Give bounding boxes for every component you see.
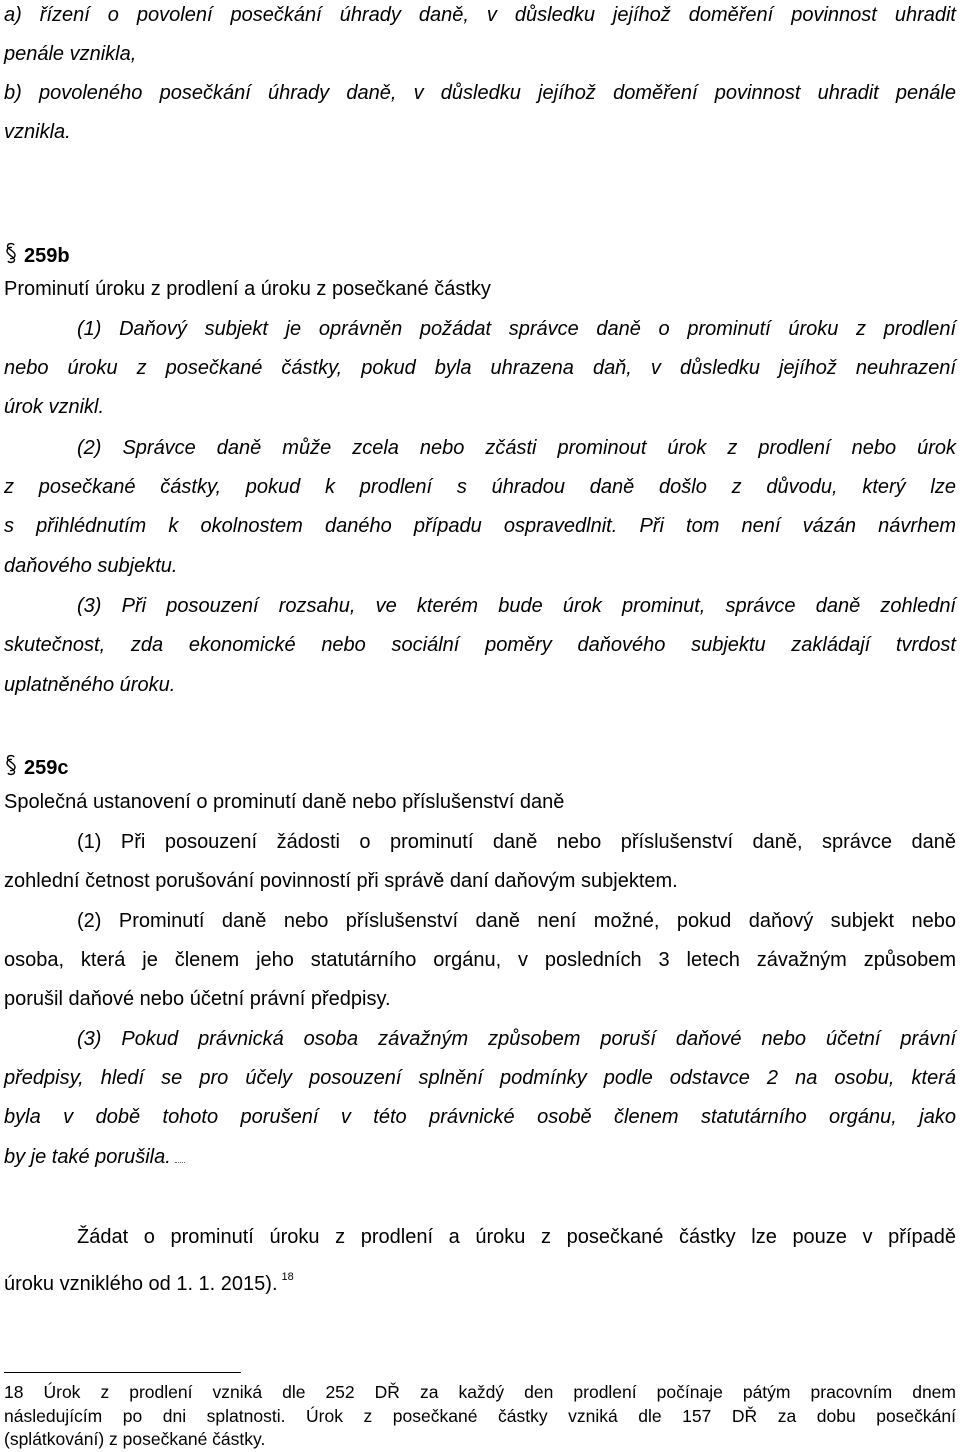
section-sign-icon [4,242,18,264]
dotted-mark [175,1154,185,1163]
footnote-line: (splátkování) z posečkané částky. [4,1429,266,1449]
section-title: Společná ustanovení o prominutí daně nebo příslušenství daně [4,791,565,813]
text-line: vznikla. [4,121,71,143]
paragraph-line: nebo úroku z posečkané částky, pokud byla uhrazena daň, v důsledku jejíhož neuhrazení [4,357,956,379]
text-line: a) řízení o povolení posečkání úhrady daně, v důsledku jejíhož doměření povinnost uhradit [4,4,956,26]
paragraph-line: by je také porušila. [4,1144,956,1170]
paragraph-line: (2) Prominutí daně nebo příslušenství daně není možné, pokud daňový subjekt nebo [77,910,956,932]
section-sign-icon [4,754,18,776]
paragraph-line: osoba, která je členem jeho statutárního orgánu, v posledních 3 letech závažným způsobem [4,949,956,971]
paragraph-line: porušil daňové nebo účetní právní předpisy. [4,988,391,1010]
paragraph-line: úrok vznikl. [4,396,105,418]
paragraph-line: z posečkané částky, pokud k prodlení s úhradou daně došlo z důvodu, který lze [4,476,956,498]
paragraph-line: daňového subjektu. [4,555,178,577]
text-line: penále vznikla, [4,43,137,65]
paragraph-line: uplatněného úroku. [4,674,176,696]
paragraph-line: s přihlédnutím k okolnostem daného případu ospravedlnit. Při tom není vázán návrhem [4,515,956,537]
note-line: úroku vzniklého od 1. 1. 2015). $^{18}$ [4,1271,294,1295]
section-heading-259c: 259c [4,752,956,778]
paragraph-line: (3) Pokud právnická osoba závažným způsobem poruší daňové nebo účetní právní [77,1028,956,1050]
paragraph-line: skutečnost, zda ekonomické nebo sociální poměry daňového subjektu zakládají tvrdost [4,634,956,656]
paragraph-line: (1) Při posouzení žádosti o prominutí daně nebo příslušenství daně, správce daně [77,831,956,853]
paragraph-line: (3) Při posouzení rozsahu, ve kterém bude úrok prominut, správce daně zohlední [77,595,956,617]
paragraph-line: byla v době tohoto porušení v této právnické osobě členem statutárního orgánu, jako [4,1106,956,1128]
paragraph-line: zohlední četnost porušování povinností při správě daní daňovým subjektem. [4,870,678,892]
section-title: Prominutí úroku z prodlení a úroku z posečkané částky [4,278,491,300]
footnote-line: 18 Úrok z prodlení vzniká dle 252 DŘ za každý den prodlení počínaje pátým pracovním dnem [4,1382,956,1402]
paragraph-line: (2) Správce daně může zcela nebo zčásti prominout úrok z prodlení nebo úrok [77,437,956,459]
paragraph-line: předpisy, hledí se pro účely posouzení splnění podmínky podle odstavce 2 na osobu, která [4,1067,956,1089]
text-line: b) povoleného posečkání úhrady daně, v důsledku jejíhož doměření povinnost uhradit penále [4,82,956,104]
footnote-line: následujícím po dni splatnosti. Úrok z posečkané částky vzniká dle 157 DŘ za dobu posečkání [4,1406,956,1426]
section-heading-259b: 259b [4,240,956,266]
footnote-reference[interactable]: 18 [281,1271,294,1283]
note-line: Žádat o prominutí úroku z prodlení a úroku z posečkané částky lze pouze v případě [77,1226,956,1248]
paragraph-line: (1) Daňový subjekt je oprávněn požádat správce daně o prominutí úroku z prodlení [77,318,956,340]
footnote-separator [4,1372,241,1373]
